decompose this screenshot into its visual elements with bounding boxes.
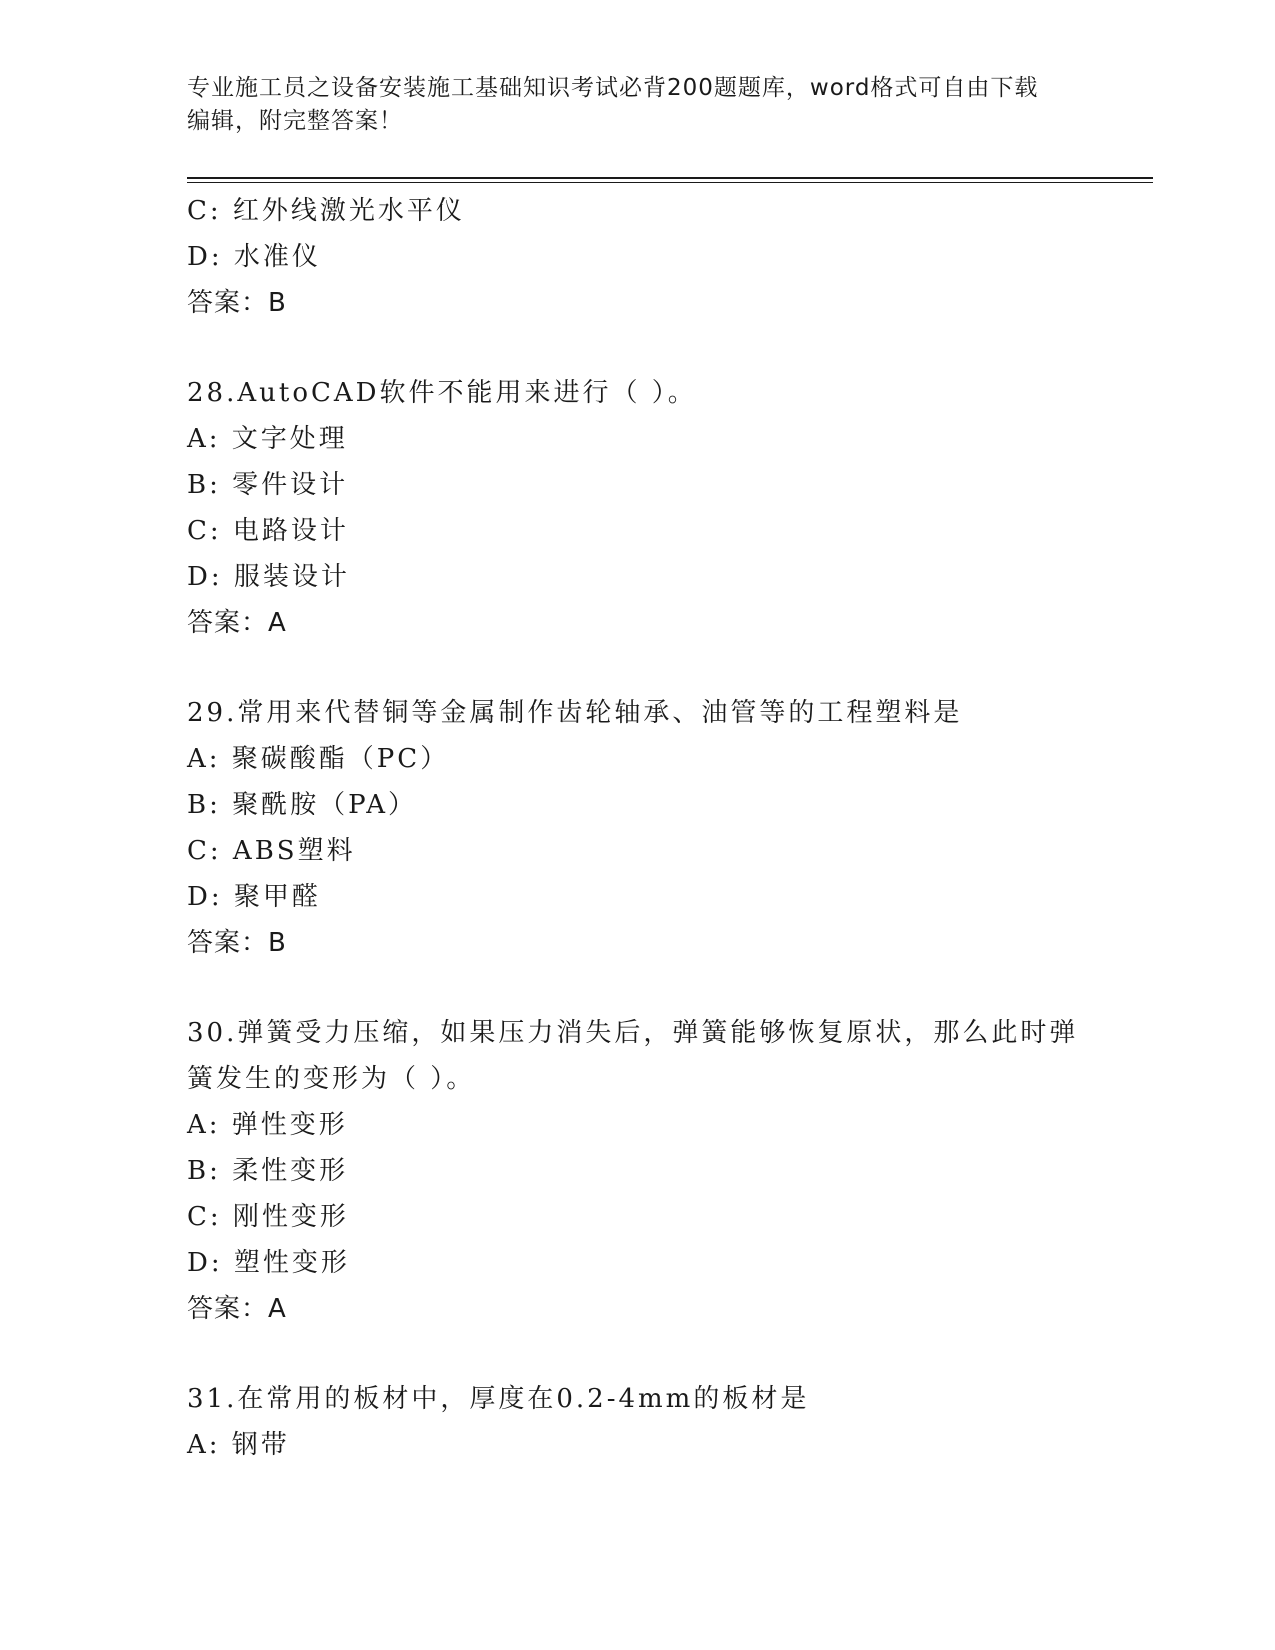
question-spacer — [187, 966, 1087, 1010]
header-divider-thin — [187, 182, 1153, 183]
question-31 — [187, 1376, 1087, 1468]
option-b: B: 柔性变形 — [187, 1156, 349, 1186]
option-a: A: 文字处理 — [187, 424, 348, 454]
question-27 — [187, 188, 1087, 326]
document-header — [187, 72, 1067, 138]
header-line-1: 专业施工员之设备安装施工基础知识考试必背200题题库，word格式可自由下载 — [187, 75, 1039, 101]
header-line-2: 编辑，附完整答案！ — [187, 108, 403, 134]
option-b: B: 聚酰胺（PA） — [187, 790, 418, 820]
question-stem: 28.AutoCAD软件不能用来进行（ ）。 — [187, 378, 697, 408]
option-c: C: 刚性变形 — [187, 1202, 349, 1232]
option-a: A: 聚碳酸酯（PC） — [187, 744, 450, 774]
question-spacer — [187, 326, 1087, 370]
option-d: D: 服装设计 — [187, 562, 350, 592]
answer-label: 答案：B — [187, 288, 287, 318]
option-a: A: 弹性变形 — [187, 1110, 348, 1140]
question-30 — [187, 1010, 1087, 1332]
question-spacer — [187, 1332, 1087, 1376]
question-29 — [187, 690, 1087, 966]
option-d: D: 水准仪 — [187, 242, 321, 272]
question-stem: 29.常用来代替铜等金属制作齿轮轴承、油管等的工程塑料是 — [187, 698, 963, 728]
question-list — [187, 188, 1087, 1468]
answer-label: 答案：A — [187, 1294, 287, 1324]
answer-label: 答案：A — [187, 608, 287, 638]
question-stem-line-1: 30.弹簧受力压缩，如果压力消失后，弹簧能够恢复原状，那么此时弹 — [187, 1018, 1079, 1048]
option-a: A: 钢带 — [187, 1430, 290, 1460]
option-d: D: 聚甲醛 — [187, 882, 321, 912]
question-stem-line-2: 簧发生的变形为（ ）。 — [187, 1064, 476, 1094]
header-divider-thick — [187, 177, 1153, 179]
question-28 — [187, 370, 1087, 646]
question-stem: 31.在常用的板材中，厚度在0.2-4mm的板材是 — [187, 1384, 810, 1414]
option-c: C: 电路设计 — [187, 516, 349, 546]
answer-label: 答案：B — [187, 928, 287, 958]
option-c: C: 红外线激光水平仪 — [187, 196, 465, 226]
option-d: D: 塑性变形 — [187, 1248, 350, 1278]
option-c: C: ABS塑料 — [187, 836, 356, 866]
question-spacer — [187, 646, 1087, 690]
option-b: B: 零件设计 — [187, 470, 349, 500]
